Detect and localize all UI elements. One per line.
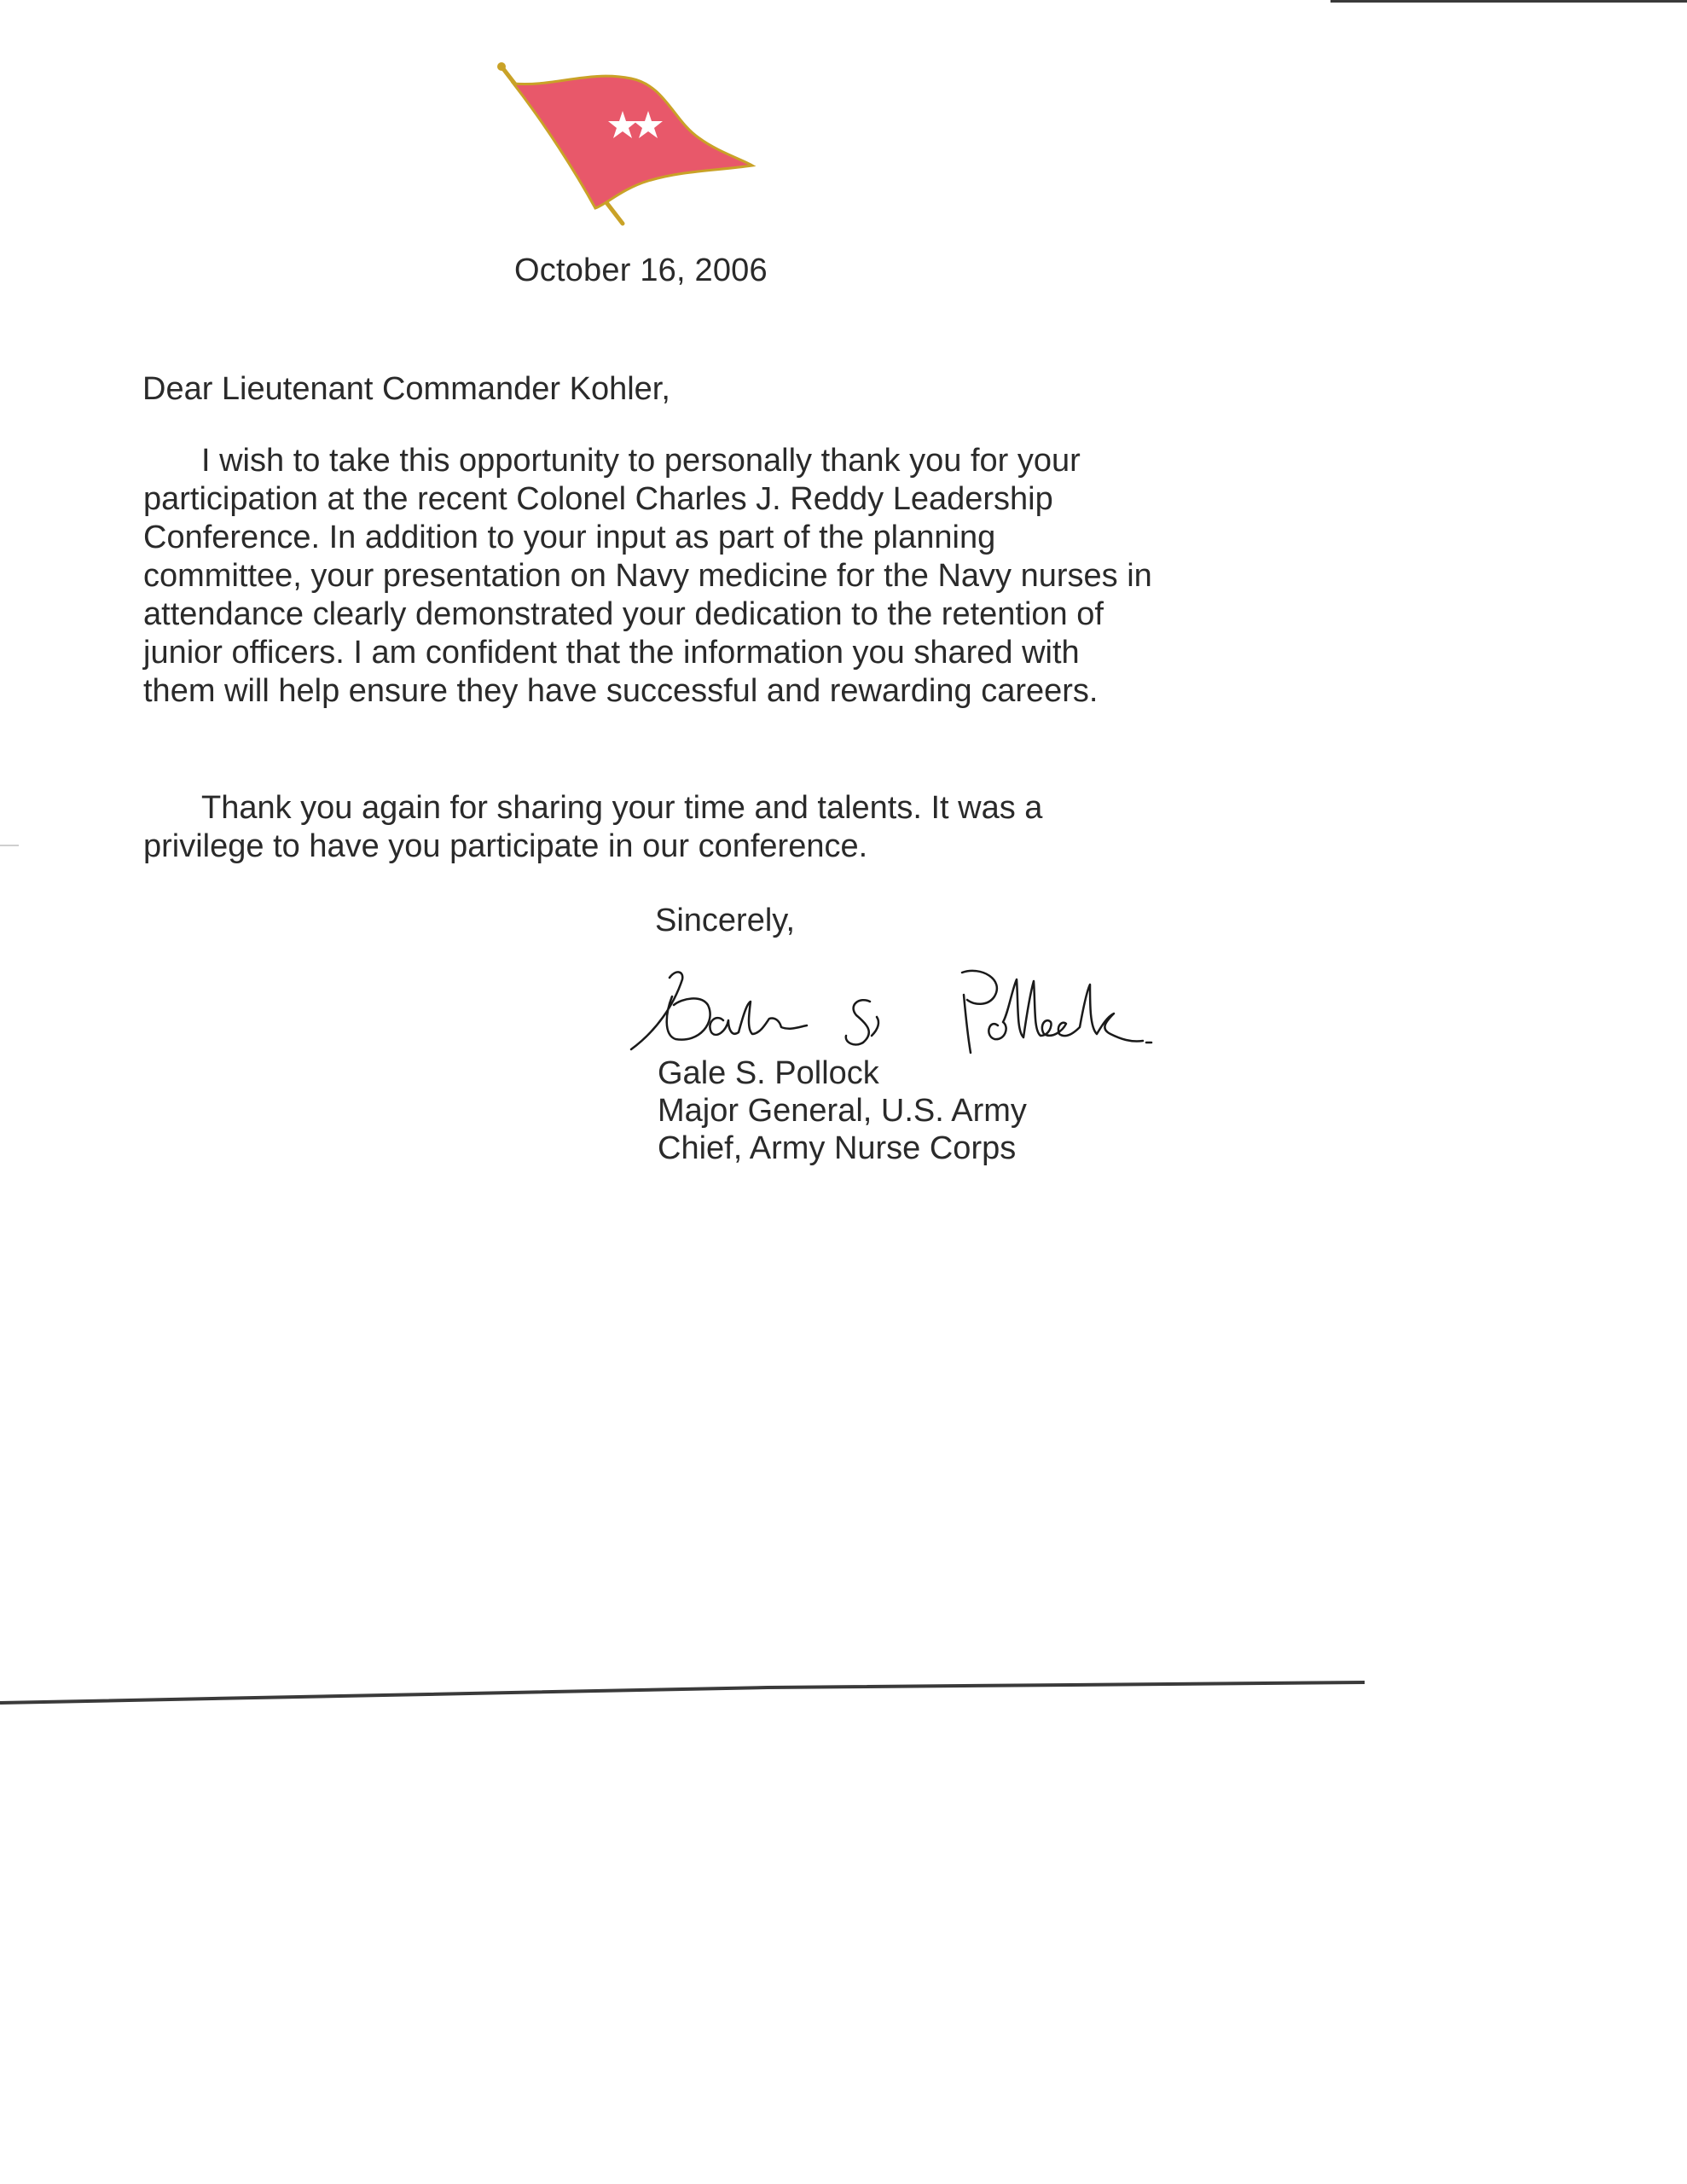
signer-name: Gale S. Pollock — [658, 1055, 879, 1091]
two-star-general-flag-icon — [495, 61, 759, 228]
scan-border-top — [1330, 0, 1687, 3]
signer-rank: Major General, U.S. Army — [658, 1093, 1027, 1129]
handwritten-signature — [623, 954, 1194, 1056]
signer-title: Chief, Army Nurse Corps — [658, 1130, 1017, 1166]
letter-salutation: Dear Lieutenant Commander Kohler, — [142, 371, 670, 407]
paragraph-text: I wish to take this opportunity to personally thank you for your participation at the recent Colonel Charles J. Reddy Leadership Conference. In addition to your input as part of the planning committee, your presentation on Navy medicine for the Navy nurses in attendance clearly demonstrated your dedication to the retention of junior officers. I am confident that the information you shared with them will help ensure they have successful and rewarding careers. — [143, 443, 1152, 709]
letter-closing: Sincerely, — [655, 903, 796, 938]
scan-border-left — [0, 845, 19, 846]
flag-finial — [497, 62, 506, 71]
letter-paragraph-1 — [143, 442, 1158, 711]
letter-date: October 16, 2006 — [514, 253, 768, 288]
scan-page-edge — [0, 1679, 1365, 1705]
paragraph-text: Thank you again for sharing your time and talents. It was a privilege to have you participate in our conference. — [143, 790, 1043, 864]
letter-paragraph-2 — [143, 789, 1158, 866]
flag-field — [513, 76, 752, 208]
signature-block — [658, 1054, 1027, 1167]
